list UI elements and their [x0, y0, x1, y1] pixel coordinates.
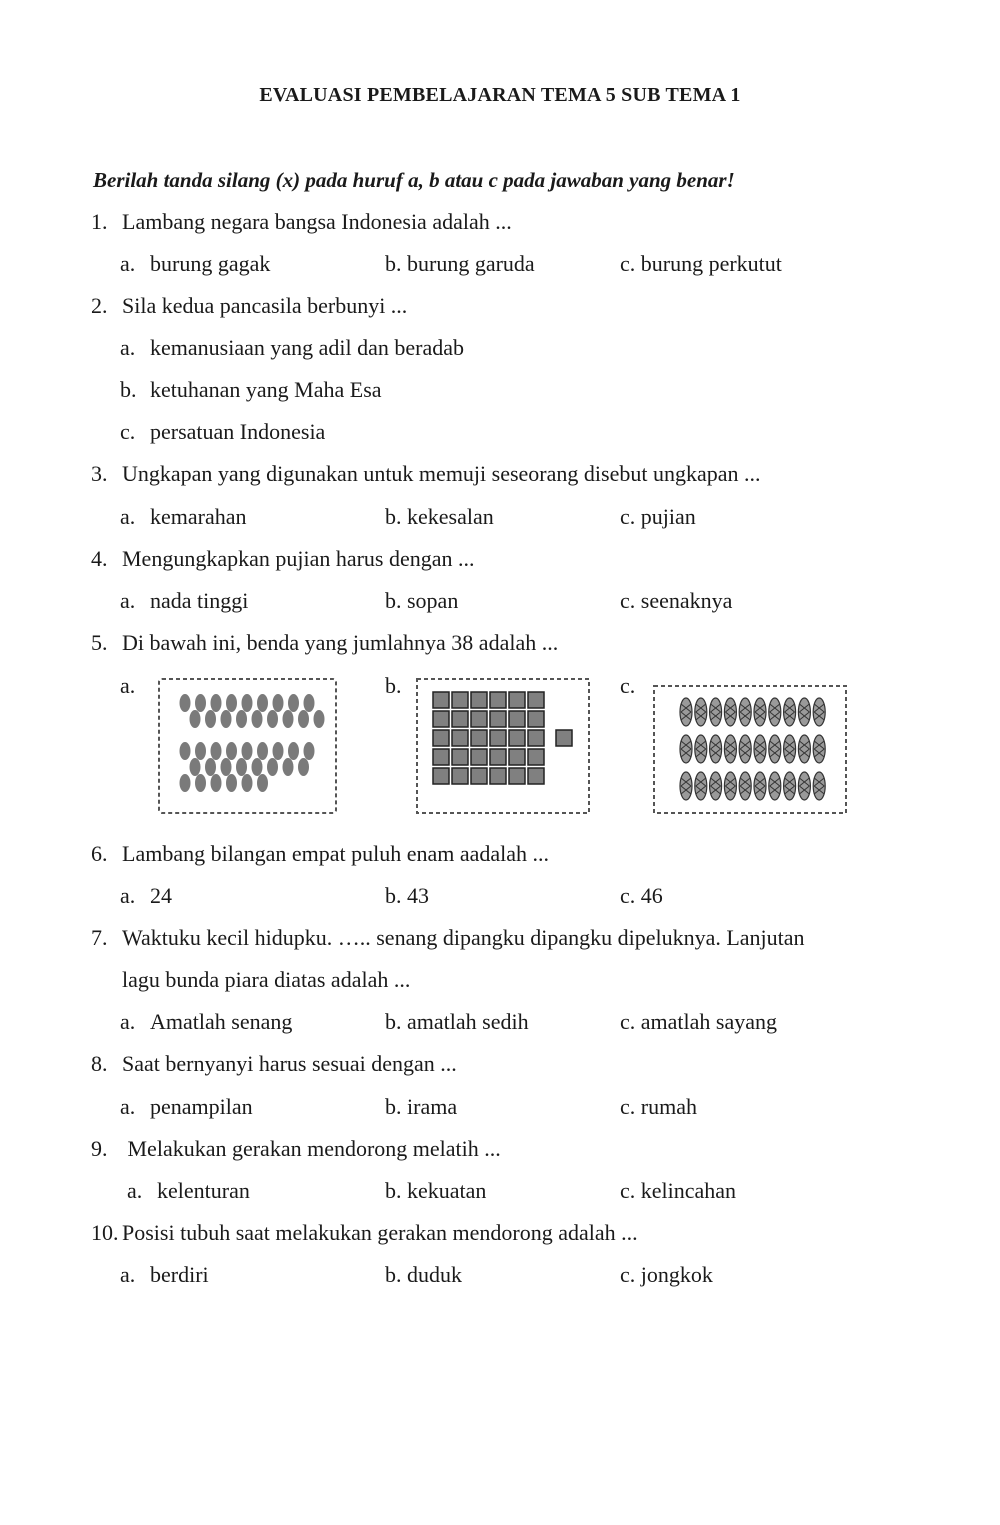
pineapple-shape — [813, 772, 825, 800]
option-8b[interactable]: b. irama — [385, 1094, 458, 1119]
square-shape — [452, 768, 468, 784]
ellipse-shape — [221, 710, 232, 728]
ellipse-shape — [298, 710, 309, 728]
ellipse-shape — [236, 710, 247, 728]
square-shape — [556, 730, 572, 746]
pineapple-shape — [798, 772, 810, 800]
question-8 — [91, 1051, 457, 1077]
ellipse-shape — [252, 710, 263, 728]
question-2 — [91, 293, 407, 319]
square-shape — [471, 768, 487, 784]
question-number: 5. — [91, 630, 108, 655]
option-4b[interactable]: b. sopan — [385, 588, 459, 613]
pineapple-shape — [769, 698, 781, 726]
instruction: Berilah tanda silang (x) pada huruf a, b atau c pada jawaban yang benar! — [93, 168, 735, 192]
ellipse-shape — [180, 694, 191, 712]
option-text: berdiri — [150, 1262, 209, 1287]
square-shape — [471, 692, 487, 708]
option-1c[interactable]: c. burung perkutut — [620, 251, 782, 276]
option-letter: a. — [120, 1262, 136, 1287]
option-text: 24 — [150, 883, 172, 908]
option-text: nada tinggi — [150, 588, 249, 613]
pineapple-shape — [724, 735, 736, 763]
option-10b[interactable]: b. duduk — [385, 1262, 462, 1287]
square-shape — [433, 730, 449, 746]
option-4c[interactable]: c. seenaknya — [620, 588, 733, 613]
square-shape — [471, 711, 487, 727]
pineapple-shape — [798, 698, 810, 726]
option-2c[interactable] — [120, 419, 325, 445]
option-letter: b. — [120, 377, 137, 402]
option-1a[interactable] — [120, 251, 270, 277]
square-shape — [433, 692, 449, 708]
option-10c[interactable]: c. jongkok — [620, 1262, 713, 1287]
ellipse-shape — [283, 758, 294, 776]
ellipse-shape — [195, 742, 206, 760]
pineapple-shape — [695, 772, 707, 800]
ellipse-shape — [211, 742, 222, 760]
pineapple-shape — [739, 735, 751, 763]
pineapple-shape — [695, 735, 707, 763]
ellipse-shape — [288, 742, 299, 760]
question-text: Di bawah ini, benda yang jumlahnya 38 adalah ... — [122, 630, 559, 655]
ellipse-shape — [283, 710, 294, 728]
ellipse-shape — [273, 694, 284, 712]
ellipse-shape — [242, 694, 253, 712]
pineapple-shape — [680, 772, 692, 800]
option-1b[interactable]: b. burung garuda — [385, 251, 535, 276]
option-letter: a. — [127, 1178, 143, 1203]
option-3b[interactable]: b. kekesalan — [385, 504, 494, 529]
square-shape — [433, 711, 449, 727]
ellipse-shape — [190, 710, 201, 728]
pineapple-shape — [784, 772, 796, 800]
pineapple-shape — [710, 698, 722, 726]
option-10a[interactable] — [120, 1262, 209, 1288]
option-9a[interactable] — [127, 1178, 250, 1204]
square-shape — [509, 692, 525, 708]
question-text: Ungkapan yang digunakan untuk memuji seseorang disebut ungkapan ... — [122, 461, 761, 486]
option-7c[interactable]: c. amatlah sayang — [620, 1009, 777, 1034]
square-shape — [490, 730, 506, 746]
option-7b[interactable]: b. amatlah sedih — [385, 1009, 529, 1034]
ellipse-shape — [226, 694, 237, 712]
question-text: Lambang negara bangsa Indonesia adalah ... — [122, 209, 512, 234]
option-6c[interactable]: c. 46 — [620, 883, 663, 908]
pineapple-shape — [680, 698, 692, 726]
question-number: 8. — [91, 1051, 108, 1076]
question-number: 9. — [91, 1136, 108, 1161]
pineapple-shape — [739, 698, 751, 726]
option-letter: a. — [120, 1009, 136, 1034]
ellipse-shape — [211, 774, 222, 792]
option-8c[interactable]: c. rumah — [620, 1094, 697, 1119]
square-shape — [471, 730, 487, 746]
option-letter: a. — [120, 251, 136, 276]
pineapple-shape — [710, 772, 722, 800]
ellipse-shape — [180, 774, 191, 792]
pineapple-shape — [724, 772, 736, 800]
ellipse-shape — [267, 710, 278, 728]
pineapple-shape — [784, 698, 796, 726]
option-letter: c. — [120, 419, 136, 444]
ellipse-shape — [304, 742, 315, 760]
question-text: Sila kedua pancasila berbunyi ... — [122, 293, 408, 318]
square-shape — [452, 692, 468, 708]
pineapple-shape — [769, 772, 781, 800]
option-letter: a. — [120, 1094, 136, 1119]
ellipse-shape — [304, 694, 315, 712]
question-number: 10. — [91, 1220, 119, 1245]
ellipse-shape — [190, 758, 201, 776]
ellipse-shape — [195, 694, 206, 712]
option-9b[interactable]: b. kekuatan — [385, 1178, 487, 1203]
option-text: persatuan Indonesia — [150, 419, 326, 444]
option-6b[interactable]: b. 43 — [385, 883, 429, 908]
option-5c-pineapples-picture[interactable] — [650, 682, 850, 817]
pineapple-shape — [754, 698, 766, 726]
pineapple-shape — [798, 735, 810, 763]
square-shape — [452, 730, 468, 746]
question-number: 2. — [91, 293, 108, 318]
question-1 — [91, 209, 512, 235]
option-text: kemarahan — [150, 504, 247, 529]
square-shape — [509, 749, 525, 765]
ellipse-shape — [242, 742, 253, 760]
square-shape — [490, 711, 506, 727]
question-10 — [91, 1220, 638, 1246]
square-shape — [490, 768, 506, 784]
ellipse-shape — [226, 742, 237, 760]
question-text: Mengungkapkan pujian harus dengan ... — [122, 546, 475, 571]
option-5b-label[interactable]: b. — [385, 673, 402, 698]
question-text: Saat bernyanyi harus sesuai dengan ... — [122, 1051, 457, 1076]
square-shape — [528, 692, 544, 708]
option-text: kemanusiaan yang adil dan beradab — [150, 335, 464, 360]
square-shape — [528, 749, 544, 765]
option-2a[interactable] — [120, 335, 464, 361]
pineapple-shape — [813, 735, 825, 763]
square-shape — [509, 768, 525, 784]
pineapple-shape — [754, 772, 766, 800]
pineapple-shape — [724, 698, 736, 726]
option-6a[interactable] — [120, 883, 172, 909]
option-2b[interactable] — [120, 377, 382, 403]
square-shape — [528, 768, 544, 784]
ellipse-shape — [257, 742, 268, 760]
question-text: Melakukan gerakan mendorong melatih ... — [122, 1136, 501, 1161]
pineapple-shape — [784, 735, 796, 763]
square-shape — [433, 749, 449, 765]
ellipse-shape — [257, 774, 268, 792]
square-shape — [452, 749, 468, 765]
question-6 — [91, 841, 549, 867]
pineapple-shape — [769, 735, 781, 763]
page-title: EVALUASI PEMBELAJARAN TEMA 5 SUB TEMA 1 — [259, 84, 741, 106]
question-number: 1. — [91, 209, 108, 234]
question-number: 3. — [91, 461, 108, 486]
question-number: 7. — [91, 925, 108, 950]
option-text: burung gagak — [150, 251, 271, 276]
pineapple-shape — [680, 735, 692, 763]
ellipse-shape — [211, 694, 222, 712]
square-shape — [509, 711, 525, 727]
question-text: Lambang bilangan empat puluh enam aadalah ... — [122, 841, 550, 866]
square-shape — [490, 692, 506, 708]
square-shape — [509, 730, 525, 746]
ellipse-shape — [298, 758, 309, 776]
ellipse-shape — [236, 758, 247, 776]
ellipse-shape — [221, 758, 232, 776]
option-letter: a. — [120, 588, 136, 613]
question-9 — [91, 1136, 501, 1162]
option-4a[interactable] — [120, 588, 248, 614]
ellipse-shape — [180, 742, 191, 760]
question-4 — [91, 546, 475, 572]
pineapple-shape — [695, 698, 707, 726]
question-number: 6. — [91, 841, 108, 866]
ellipse-shape — [195, 774, 206, 792]
option-5a-ellipses-picture[interactable] — [155, 675, 340, 817]
ellipse-shape — [205, 758, 216, 776]
square-shape — [528, 730, 544, 746]
ellipse-shape — [314, 710, 325, 728]
square-shape — [471, 749, 487, 765]
option-5b-squares-picture[interactable] — [413, 675, 593, 817]
square-shape — [433, 768, 449, 784]
pineapple-shape — [813, 698, 825, 726]
ellipse-shape — [288, 694, 299, 712]
question-text: Waktuku kecil hidupku. ….. senang dipangku dipangku dipeluknya. Lanjutan — [122, 925, 805, 950]
question-text: Posisi tubuh saat melakukan gerakan mendorong adalah ... — [122, 1220, 638, 1245]
option-letter: a. — [120, 883, 136, 908]
ellipse-shape — [205, 710, 216, 728]
ellipse-shape — [242, 774, 253, 792]
question-number: 4. — [91, 546, 108, 571]
square-shape — [528, 711, 544, 727]
option-9c[interactable]: c. kelincahan — [620, 1178, 737, 1203]
option-5a-label[interactable]: a. — [120, 673, 136, 698]
option-text: kelenturan — [157, 1178, 250, 1203]
option-text: Amatlah senang — [150, 1009, 293, 1034]
option-3c[interactable]: c. pujian — [620, 504, 696, 529]
option-text: penampilan — [150, 1094, 253, 1119]
option-text: ketuhanan yang Maha Esa — [150, 377, 382, 402]
square-shape — [452, 711, 468, 727]
question-5 — [91, 630, 558, 656]
option-3a[interactable] — [120, 504, 247, 530]
ellipse-shape — [267, 758, 278, 776]
option-5c-label[interactable]: c. — [620, 673, 636, 698]
option-letter: a. — [120, 504, 136, 529]
pineapple-shape — [739, 772, 751, 800]
ellipse-shape — [226, 774, 237, 792]
question-7-continuation: lagu bunda piara diatas adalah ... — [122, 967, 411, 992]
ellipse-shape — [273, 742, 284, 760]
option-7a[interactable] — [120, 1009, 292, 1035]
pineapple-shape — [754, 735, 766, 763]
question-3 — [91, 461, 760, 487]
question-7 — [91, 925, 805, 951]
option-letter: a. — [120, 335, 136, 360]
option-8a[interactable] — [120, 1094, 253, 1120]
pineapple-shape — [710, 735, 722, 763]
square-shape — [490, 749, 506, 765]
ellipse-shape — [257, 694, 268, 712]
ellipse-shape — [252, 758, 263, 776]
